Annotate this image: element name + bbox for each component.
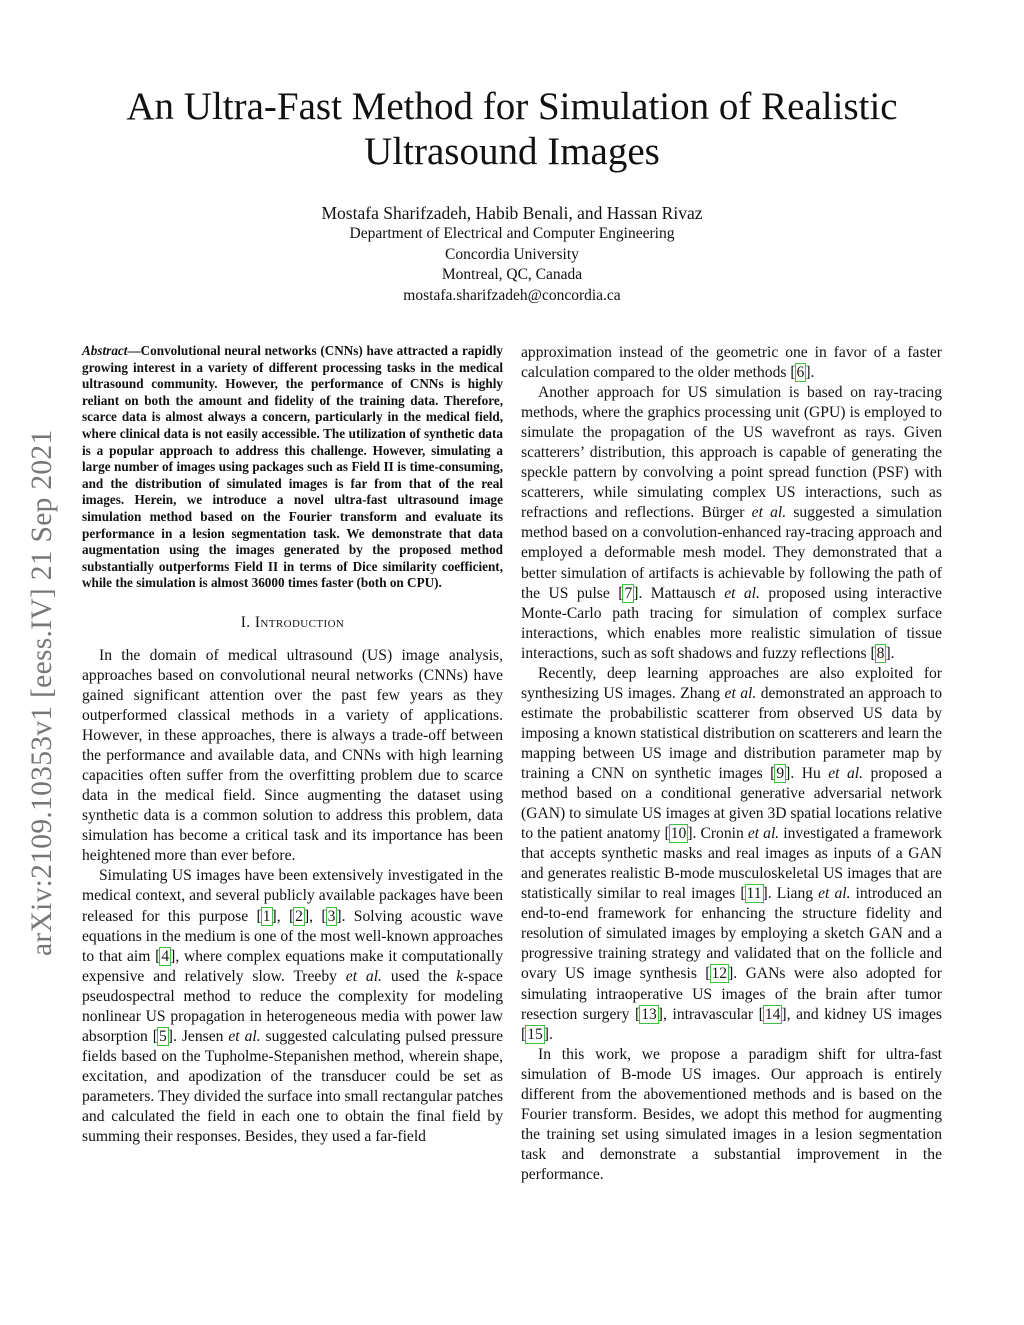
section-number: I.: [240, 613, 251, 631]
citation-link[interactable]: 14: [764, 1005, 781, 1023]
citation-link[interactable]: 3: [327, 907, 336, 925]
citation-link[interactable]: 10: [670, 825, 687, 843]
citation-link[interactable]: 9: [776, 764, 785, 782]
section-title: Introduction: [254, 613, 345, 631]
arxiv-stamp: arXiv:2109.10353v1 [eess.IV] 21 Sep 2021: [26, 429, 58, 956]
affiliation-department: Department of Electrical and Computer Engineering: [349, 225, 675, 242]
citation-link[interactable]: 2: [295, 907, 303, 925]
intro-paragraph-3: Another approach for US simulation is based on ray-tracing methods, where the graphics processing unit (GPU) is employed to simulate the propagation of the US wavefront as rays. Given scatterers’ distribution, this approach is capable of generating the speckle pattern by convolving a point spread function (PSF) with scatterers, while simulating complex US interactions, such as refractions and reflections. Bürger et al. suggested a simulation method based on a convolution-enhanced ray-tracing approach and employed a deformable mesh model. They demonstrated that a better simulation of artifacts is achievable by following the path of the US pulse [7]. Mattausch et al. proposed using interactive Monte-Carlo path tracing for simulation of complex surface interactions, which enables more realistic simulation of tissue interactions, such as soft shadows and fuzzy reflections [8].: [521, 384, 943, 662]
intro-paragraph-1: In the domain of medical ultrasound (US) image analysis, approaches based on convolutional neural networks (CNNs) have gained significant attention over the past few years as they outperformed classical methods in a variety of applications. However, in these approaches, there is always a trade-off between the performance and available data, and CNNs with high learning capacities often suffer from the overfitting problem due to scarce data in the medical field. Since augmenting the dataset using synthetic data is a common solution to address this problem, data simulation has become a critical task and its importance has been heightened more than ever before.: [82, 646, 503, 865]
left-column: [82, 343, 503, 1147]
affiliation-location: Montreal, QC, Canada: [441, 266, 583, 284]
citation-link[interactable]: 4: [161, 947, 170, 965]
abstract-text: Convolutional neural networks (CNNs) have attracted a rapidly growing interest in a variety of different processing tasks in the medical ultrasound community. However, the performance of CNNs is highly reliant on both the amount and fidelity of the training data. Therefore, scarce data is almost always a concern, particularly in the medical field, where clinical data is not easily accessible. The utilization of synthetic data is a popular approach to address this challenge. However, simulating a large number of images using packages such as Field II is time-consuming, and the distribution of simulated images is far from that of the real images. Herein, we introduce a novel ultra-fast ultrasound image simulation method based on the Fourier transform and evaluate its performance in a lesion segmentation task. We demonstrate that data augmentation using the images generated by the proposed method substantially outperforms Field II in terms of Dice similarity coefficient, while the simulation is almost 36000 times faster (both on CPU).: [82, 343, 503, 591]
author-list: Mostafa Sharifzadeh, Habib Benali, and Hassan Rivaz: [321, 203, 703, 223]
citation-link[interactable]: 8: [876, 644, 885, 662]
citation-link[interactable]: 6: [796, 364, 805, 382]
affiliation-email: mostafa.sharifzadeh@concordia.ca: [403, 286, 621, 304]
citation-link[interactable]: 12: [711, 965, 728, 983]
citation-link[interactable]: 7: [624, 584, 633, 602]
citation-link[interactable]: 5: [159, 1027, 167, 1045]
intro-paragraph-4: Recently, deep learning approaches are also exploited for synthesizing US images. Zhang et al. demonstrated an approach to estimate the probabilistic scatterer from observed US data by imposing a known statistical distribution on scatterers and learn the mapping between US image and distribution parameter map by training a CNN on synthetic images [9]. Hu et al. proposed a method based on a conditional generative adversarial network (GAN) to simulate US images at given 3D spatial locations relative to the patient anatomy [10]. Cronin et al. investigated a framework that accepts synthetic masks and real images as inputs of a GAN and generates realistic B-mode musculoskeletal US images that are statistically similar to real images [11]. Liang et al. introduced an end-to-end framework for enhancing the structure fidelity and resolution of simulated images by employing a sketch GAN and a progressive training strategy and validated that on the follicle and ovary US image synthesis [12]. GANs were also adopted for simulating intraoperative US images of the brain after tumor resection surgery [13], intravascular [14], and kidney US images [15].: [521, 664, 943, 1043]
paper-title: An Ultra-Fast Method for Simulation of Realistic Ultrasound Images: [126, 85, 898, 173]
abstract: [82, 343, 503, 592]
citation-link[interactable]: 1: [262, 907, 271, 925]
intro-paragraph-2: Simulating US images have been extensively investigated in the medical context, and several publicly available packages have been released for this purpose [1], [2], [3]. Solving acoustic wave equations in the medium is one of the most well-known approaches to that aim [4], where complex equations make it computationally expensive and relatively slow. Treeby et al. used the k-space pseudospectral method to reduce the complexity for modeling nonlinear US propagation in heterogeneous media with power law absorption [5]. Jensen et al. suggested calculating pulsed pressure fields based on the Tupholme-Stepanishen method, wherein shape, excitation, and apodization of the transducer could be set as parameters. They divided the surface into small rectangular patches and calculated the field in each one to obtain the final field by summing their responses. Besides, they used a far-field: [82, 867, 504, 1146]
affiliation-block: [0, 224, 1024, 306]
intro-paragraph-2-continued: approximation instead of the geometric one in favor of a faster calculation compared to the older methods [6].: [521, 344, 942, 382]
citation-link[interactable]: 15: [527, 1025, 543, 1043]
citation-link[interactable]: 11: [746, 885, 762, 903]
abstract-dash: —: [127, 343, 141, 358]
citation-link[interactable]: 13: [641, 1005, 657, 1023]
affiliation-university: Concordia University: [445, 245, 579, 263]
section-heading-introduction: [82, 614, 503, 632]
intro-paragraph-5: In this work, we propose a paradigm shift for ultra-fast simulation of B-mode US images. Our approach is entirely different from the abovementioned methods and is based on the Fourier transform. Besides, we adopt this method for augmenting the training set using simulated images in a lesion segmentation task and demonstrate a substantial improvement in the performance.: [521, 1045, 942, 1183]
abstract-label: Abstract: [82, 343, 128, 358]
right-column: [521, 343, 942, 1185]
